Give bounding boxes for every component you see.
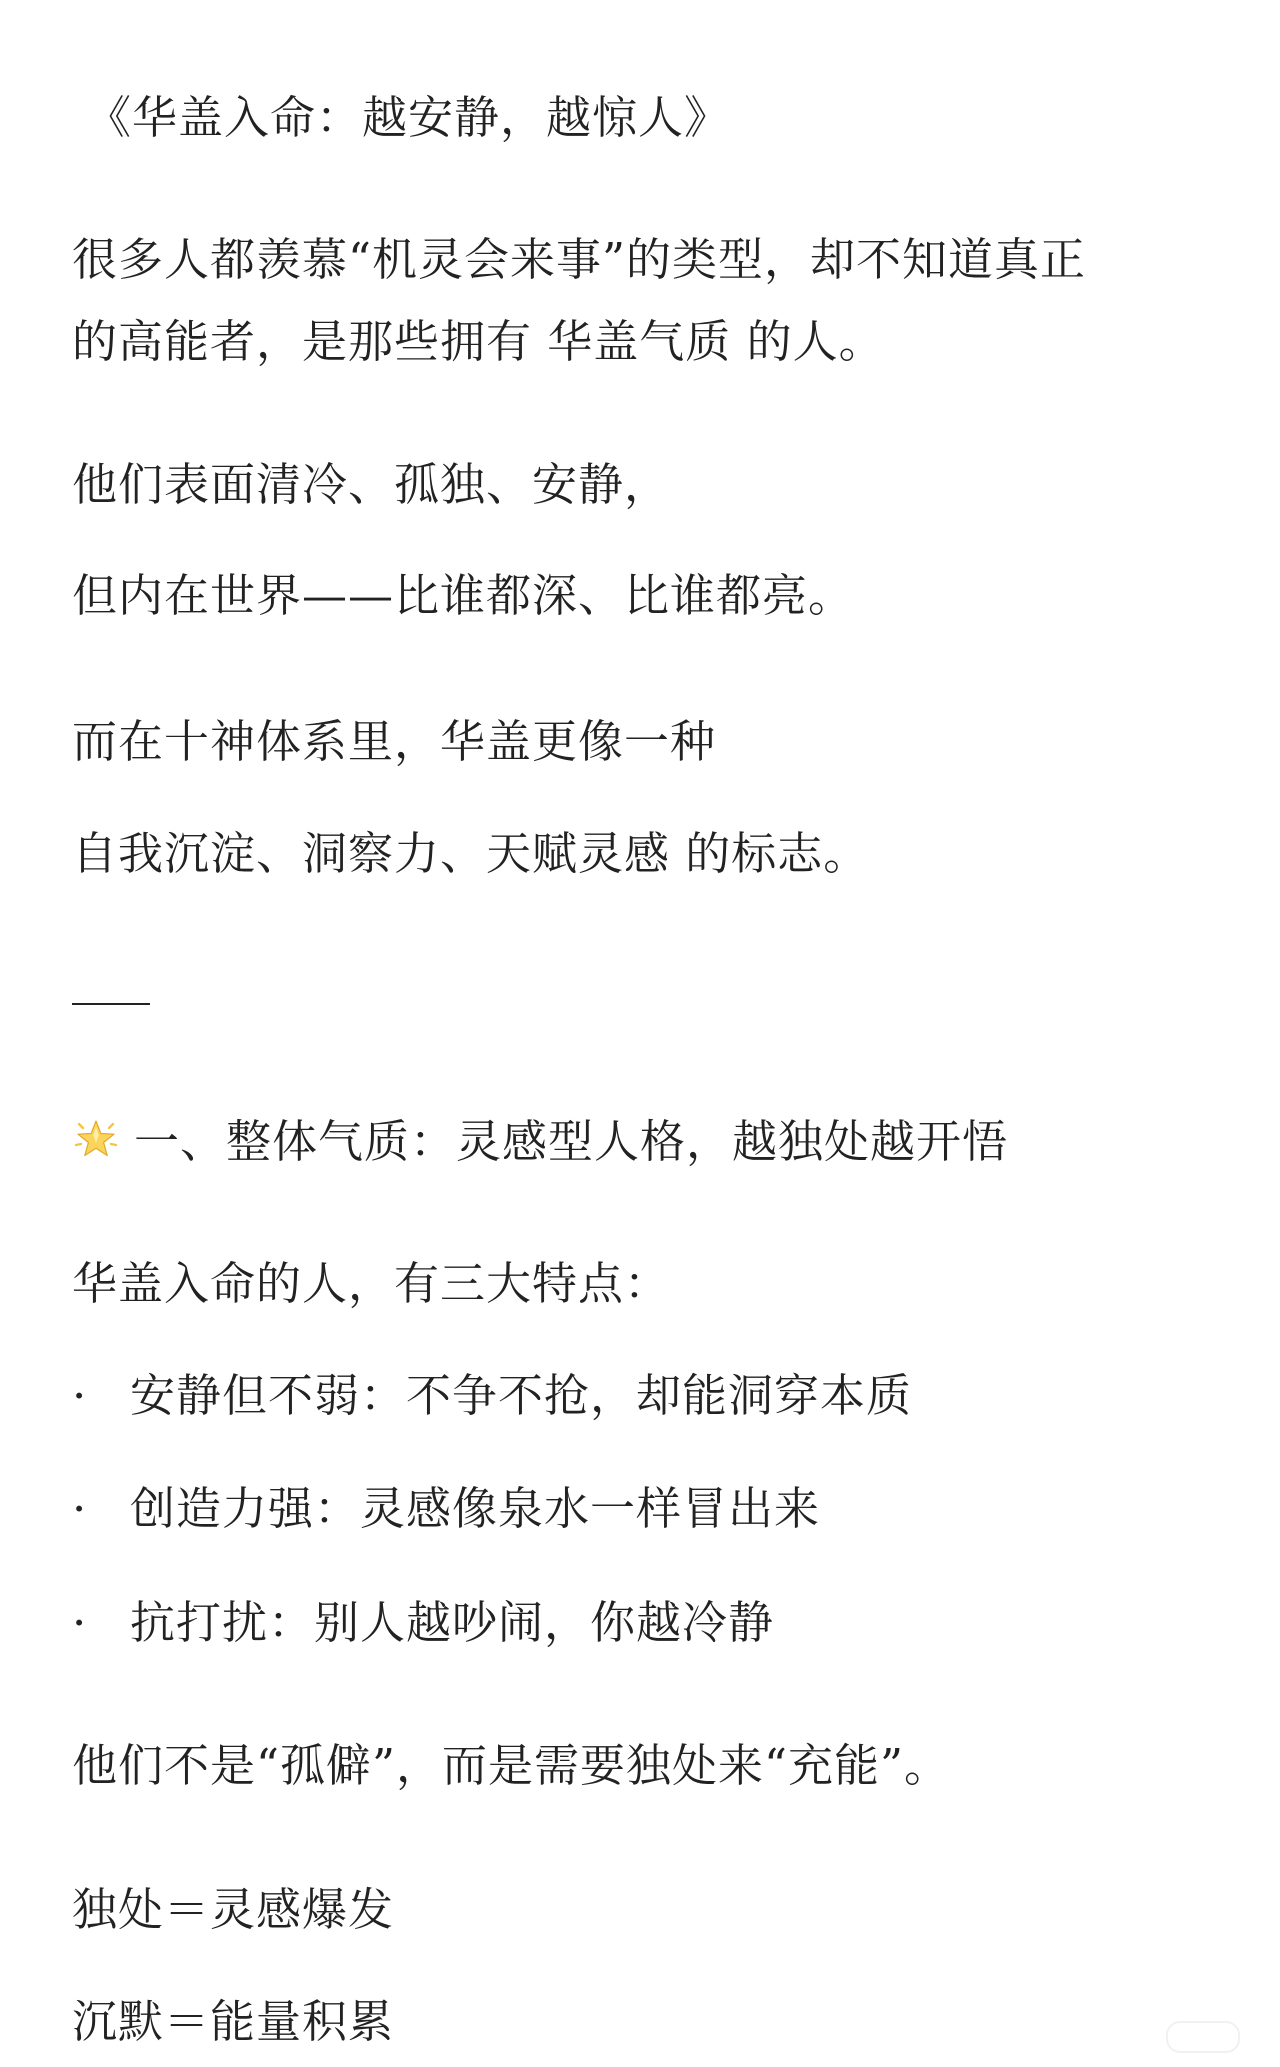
equation-line-2: 沉默＝能量积累 xyxy=(72,1995,395,2048)
section-1-heading-text: 一、整体气质：灵感型人格，越独处越开悟 xyxy=(134,1115,1009,1168)
section-1-lead: 华盖入命的人，有三大特点： xyxy=(72,1257,671,1310)
article-title: 《华盖入命：越安静，越惊人》 xyxy=(86,91,731,144)
bullet-dot: · xyxy=(72,1596,88,1649)
watermark-logo xyxy=(1166,2021,1240,2053)
intro-line-1: 很多人都羡慕“机灵会来事”的类型，却不知道真正 xyxy=(72,233,1087,286)
section-1-heading xyxy=(72,1112,1008,1172)
equation-line-1: 独处＝灵感爆发 xyxy=(72,1883,395,1936)
paragraph-3-line-1: 而在十神体系里，华盖更像一种 xyxy=(72,715,717,768)
bullet-item xyxy=(72,1479,820,1539)
intro-line-2: 的高能者，是那些拥有 华盖气质 的人。 xyxy=(72,315,885,368)
bullet-item xyxy=(72,1593,774,1653)
bullet-dot: · xyxy=(72,1369,88,1422)
paragraph-2-line-1: 他们表面清冷、孤独、安静， xyxy=(72,458,671,511)
bullet-item xyxy=(72,1366,912,1426)
bullet-text: 安静但不弱：不争不抢，却能洞穿本质 xyxy=(130,1369,913,1422)
glowing-star-icon xyxy=(72,1115,120,1163)
bullet-text: 抗打扰：别人越吵闹，你越冷静 xyxy=(130,1596,775,1649)
bullet-text: 创造力强：灵感像泉水一样冒出来 xyxy=(130,1482,821,1535)
bullet-dot: · xyxy=(72,1482,88,1535)
section-1-summary: 他们不是“孤僻”，而是需要独处来“充能”。 xyxy=(72,1739,951,1792)
paragraph-2-line-2: 但内在世界——比谁都深、比谁都亮。 xyxy=(72,569,855,622)
paragraph-3-line-2: 自我沉淀、洞察力、天赋灵感 的标志。 xyxy=(72,827,870,880)
section-divider xyxy=(72,1003,150,1005)
